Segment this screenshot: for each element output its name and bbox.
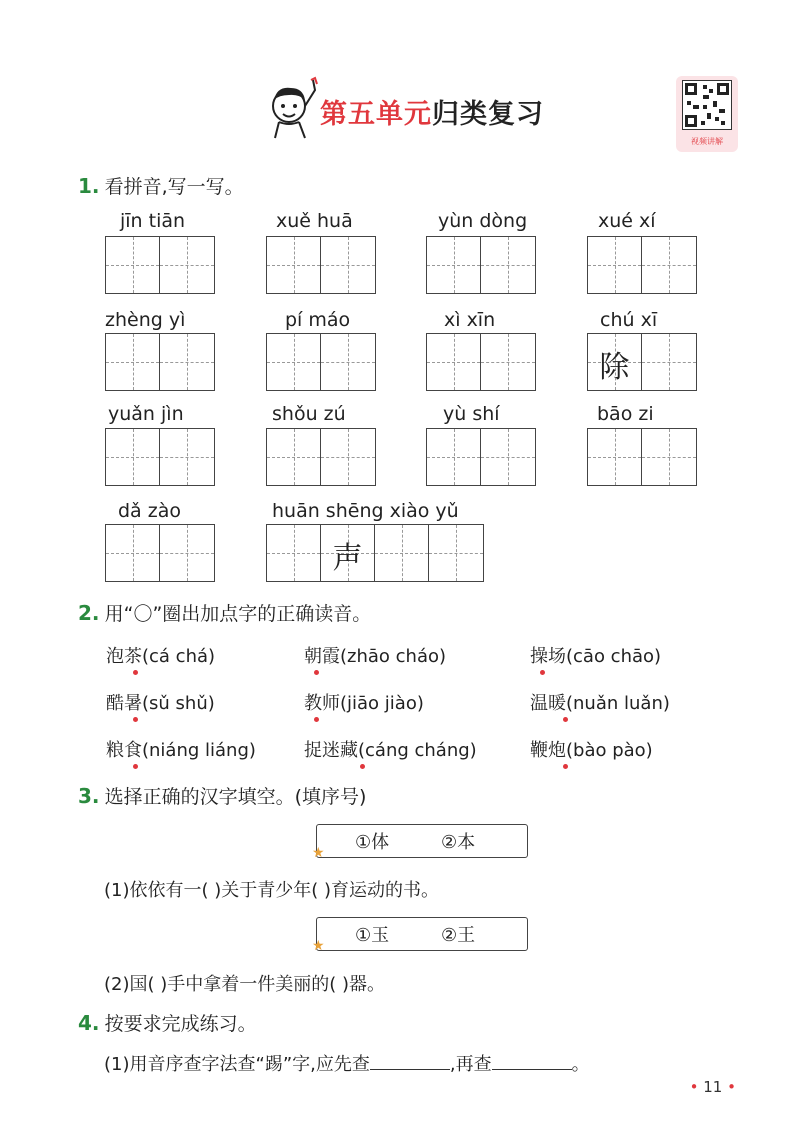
reading-choice[interactable]: 操场(cāo chāo)	[530, 646, 662, 667]
answer-blank[interactable]	[370, 1068, 450, 1070]
pinyin-label: xì xīn	[444, 309, 496, 331]
writing-grid[interactable]	[587, 333, 697, 391]
qr-code-badge[interactable]	[676, 76, 738, 152]
grid-cell[interactable]	[588, 429, 642, 485]
reading-choice[interactable]: 鞭炮(bào pào)	[530, 740, 653, 761]
writing-grid[interactable]	[266, 333, 376, 391]
grid-cell[interactable]	[481, 237, 535, 293]
page-title: 第五单元归类复习	[320, 99, 544, 130]
grid-cell[interactable]	[427, 237, 481, 293]
writing-grid[interactable]	[266, 236, 376, 294]
grid-cell[interactable]	[106, 334, 160, 390]
pinyin-label: dǎ zào	[118, 500, 181, 522]
question-1-heading	[78, 172, 244, 199]
qr-code-icon	[682, 80, 732, 130]
boy-mascot-icon	[265, 76, 323, 140]
reading-choice[interactable]: 教师(jiāo jiào)	[304, 693, 424, 714]
question-prompt: 选择正确的汉字填空。(填序号)	[104, 786, 367, 808]
sentence-part: (1)用音序查字法查“踢”字,应先查	[104, 1054, 370, 1075]
fill-sentence-row	[104, 1050, 590, 1076]
grid-cell[interactable]	[160, 429, 214, 485]
reading-choice[interactable]: 捉迷藏(cáng cháng)	[304, 740, 477, 761]
option-box	[316, 917, 528, 951]
writing-grid[interactable]	[105, 236, 215, 294]
option-1: ①体	[355, 832, 390, 853]
pinyin-label: yuǎn jìn	[108, 403, 184, 425]
pinyin-label: shǒu zú	[272, 403, 346, 425]
grid-cell[interactable]	[267, 237, 321, 293]
grid-cell[interactable]	[106, 237, 160, 293]
grid-cell[interactable]	[427, 429, 481, 485]
writing-grid[interactable]	[587, 428, 697, 486]
question-prompt: 用“〇”圈出加点字的正确读音。	[104, 603, 372, 625]
grid-cell[interactable]	[321, 237, 375, 293]
star-icon: ★	[312, 845, 325, 861]
writing-grid[interactable]	[105, 524, 215, 582]
grid-cell[interactable]	[106, 525, 160, 581]
question-number: 2.	[78, 601, 100, 625]
fill-sentence[interactable]: (2)国( )手中拿着一件美丽的( )器。	[104, 974, 386, 995]
grid-cell[interactable]	[427, 334, 481, 390]
reading-choice[interactable]: 粮食(niáng liáng)	[106, 740, 256, 761]
pinyin-label: bāo zi	[597, 403, 654, 425]
writing-grid[interactable]	[266, 428, 376, 486]
grid-cell[interactable]	[642, 429, 696, 485]
question-number: 4.	[78, 1011, 100, 1035]
option-2: ②本	[441, 832, 476, 853]
sentence-part: 。	[571, 1054, 590, 1075]
pinyin-label: pí máo	[285, 309, 351, 331]
question-3-heading	[78, 782, 366, 809]
question-prompt: 按要求完成练习。	[104, 1013, 257, 1035]
writing-grid[interactable]	[105, 333, 215, 391]
pinyin-label: yùn dòng	[438, 210, 528, 232]
pinyin-label: xuě huā	[276, 210, 353, 232]
reading-choice[interactable]: 温暖(nuǎn luǎn)	[530, 693, 670, 714]
pinyin-label: xué xí	[598, 210, 656, 232]
grid-cell[interactable]	[160, 334, 214, 390]
pinyin-label: jīn tiān	[120, 210, 186, 232]
pinyin-label: zhèng yì	[105, 309, 186, 331]
writing-grid[interactable]	[426, 428, 536, 486]
pinyin-label: yù shí	[443, 403, 500, 425]
writing-grid[interactable]	[266, 524, 484, 582]
star-icon: ★	[312, 938, 325, 954]
grid-cell[interactable]	[160, 525, 214, 581]
pinyin-label: huān shēng xiào yǔ	[272, 500, 459, 522]
grid-cell[interactable]	[267, 525, 321, 581]
question-2-heading	[78, 599, 371, 626]
grid-cell[interactable]	[106, 429, 160, 485]
question-number: 3.	[78, 784, 100, 808]
grid-cell[interactable]	[267, 334, 321, 390]
grid-cell[interactable]	[321, 334, 375, 390]
grid-cell[interactable]	[429, 525, 483, 581]
qr-label: 视频讲解	[691, 137, 723, 146]
option-box	[316, 824, 528, 858]
pinyin-label: chú xī	[600, 309, 658, 331]
reading-choice[interactable]: 泡茶(cá chá)	[106, 646, 216, 667]
grid-cell[interactable]	[481, 334, 535, 390]
writing-grid[interactable]	[105, 428, 215, 486]
option-2: ②王	[441, 925, 476, 946]
option-1: ①玉	[355, 925, 390, 946]
fill-sentence[interactable]: (1)依依有一( )关于青少年( )育运动的书。	[104, 880, 440, 901]
grid-cell[interactable]	[267, 429, 321, 485]
question-number: 1.	[78, 174, 100, 198]
answer-blank[interactable]	[492, 1068, 572, 1070]
writing-grid[interactable]	[426, 333, 536, 391]
grid-cell[interactable]	[160, 237, 214, 293]
reading-choice[interactable]: 朝霞(zhāo cháo)	[304, 646, 447, 667]
grid-cell[interactable]	[588, 237, 642, 293]
grid-cell[interactable]: 除	[588, 334, 642, 390]
question-4-heading	[78, 1009, 257, 1036]
writing-grid[interactable]	[587, 236, 697, 294]
sentence-part: ,再查	[449, 1054, 492, 1075]
grid-cell[interactable]	[642, 237, 696, 293]
grid-cell[interactable]: 声	[321, 525, 375, 581]
grid-cell[interactable]	[642, 334, 696, 390]
grid-cell[interactable]	[375, 525, 429, 581]
page-number: • 11 •	[689, 1078, 736, 1096]
writing-grid[interactable]	[426, 236, 536, 294]
grid-cell[interactable]	[481, 429, 535, 485]
reading-choice[interactable]: 酷暑(sǔ shǔ)	[106, 693, 215, 714]
grid-cell[interactable]	[321, 429, 375, 485]
question-prompt: 看拼音,写一写。	[104, 176, 244, 198]
